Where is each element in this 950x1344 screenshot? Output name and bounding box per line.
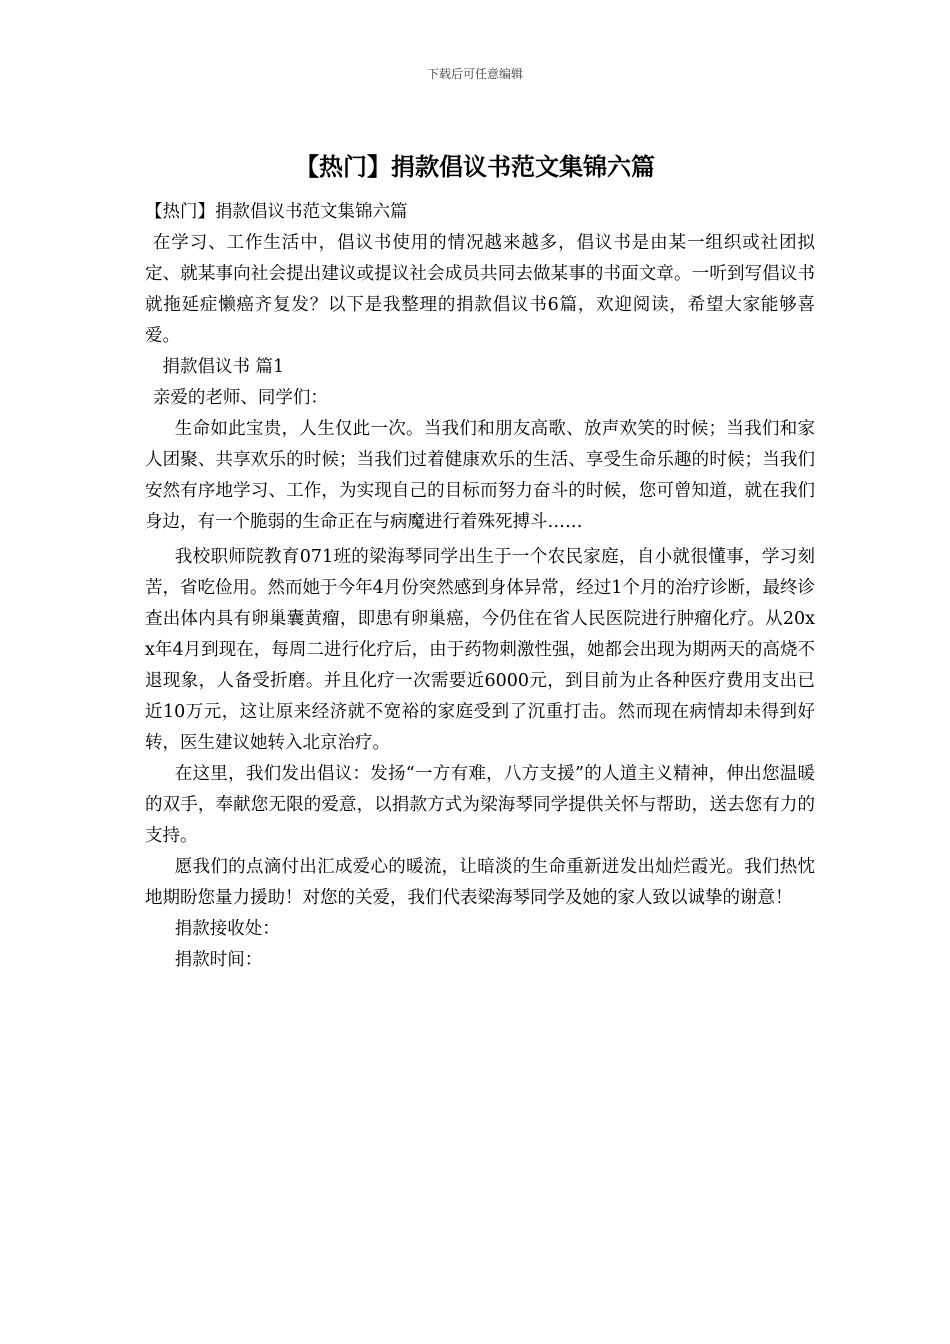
header-note: 下载后可任意编辑	[426, 67, 523, 81]
page-title: 【热门】捐款倡议书范文集锦六篇	[295, 152, 655, 181]
paragraph-1: 生命如此宝贵，人生仅此一次。当我们和朋友高歌、放声欢笑的时候；当我们和家人团聚、共享欢乐的时候；当我们过着健康欢乐的生活、享受生命乐趣的时候；当我们安然有序地学习、工作，为实现自己的目标而努力奋斗的时候，您可曾知道，就在我们身边，有一个脆弱的生命正在与病魔进行着殊死搏斗……	[145, 419, 815, 532]
section-heading: 捐款倡议书 篇1	[162, 357, 285, 377]
paragraph-3: 在这里，我们发出倡议：发扬“一方有难，八方支援”的人道主义精神，伸出您温暖的双手，奉献您无限的爱意，以捐款方式为梁海琴同学提供关怀与帮助，送去您有力的支持。	[145, 764, 815, 846]
donation-time: 捐款时间：	[174, 950, 263, 970]
paragraph-4: 愿我们的点滴付出汇成爱心的暖流，让暗淡的生命重新迸发出灿烂霞光。我们热忱地期盼您量力援助！对您的关爱，我们代表梁海琴同学及她的家人致以诚挚的谢意！	[145, 857, 815, 908]
document-body	[145, 197, 815, 976]
intro-paragraph: 在学习、工作生活中，倡议书使用的情况越来越多，倡议书是由某一组织或社团拟定、就某事向社会提出建议或提议社会成员共同去做某事的书面文章。一听到写倡议书就拖延症懒癌齐复发？以下是我整理的捐款倡议书6篇，欢迎阅读，希望大家能够喜爱。	[145, 233, 815, 346]
receive-place: 捐款接收处：	[174, 919, 280, 939]
greeting: 亲爱的老师、同学们：	[152, 388, 328, 408]
paragraph-2: 我校职师院教育071班的梁海琴同学出生于一个农民家庭，自小就很懂事，学习刻苦，省吃俭用。然而她于今年4月份突然感到身体异常，经过1个月的治疗诊断，最终诊查出体内具有卵巢囊黄瘤，即患有卵巢癌，今仍住在省人民医院进行肿瘤化疗。从20xx年4月到现在，每周二进行化疗后，由于药物刺激性强，她都会出现为期两天的高烧不退现象，人备受折磨。并且化疗一次需要近6000元，到目前为止各种医疗费用支出已近10万元，这让原来经济就不宽裕的家庭受到了沉重打击。然而现在病情却未得到好转，医生建议她转入北京治疗。	[145, 547, 815, 753]
document-subtitle: 【热门】捐款倡议书范文集锦六篇	[145, 202, 408, 222]
